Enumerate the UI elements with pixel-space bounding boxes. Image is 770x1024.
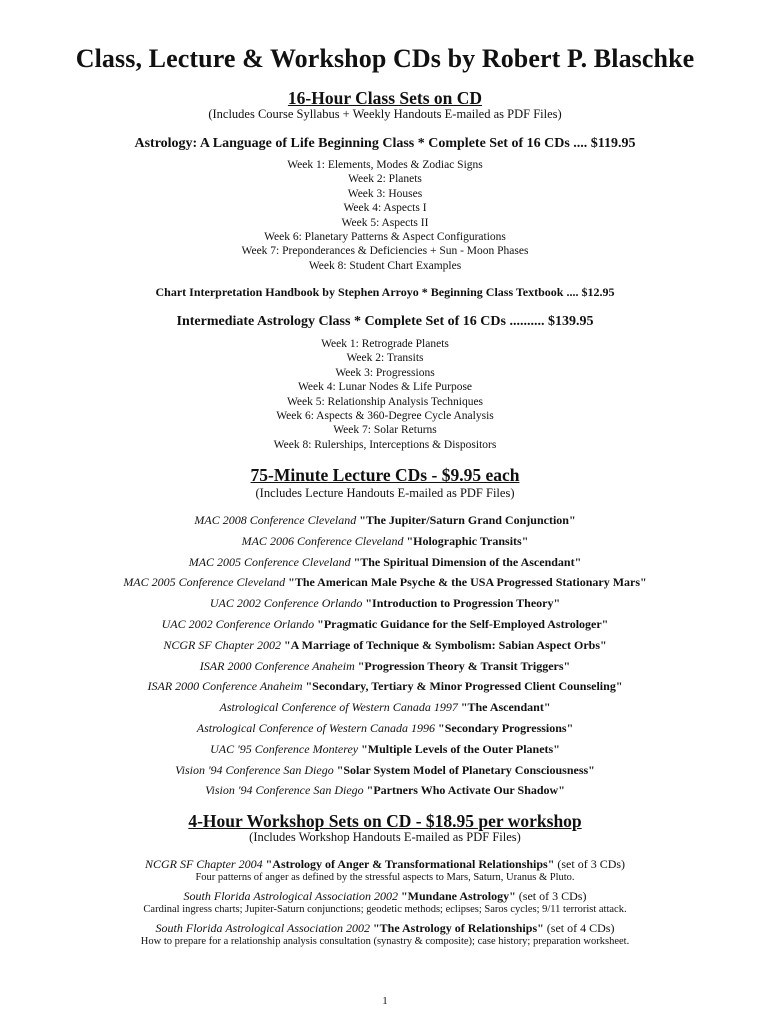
lecture-item bbox=[0, 718, 770, 739]
lecture-item bbox=[0, 676, 770, 697]
lecture-item bbox=[0, 510, 770, 531]
lecture-venue: ISAR 2000 Conference Anaheim bbox=[147, 679, 303, 694]
lecture-venue: Vision '94 Conference San Diego bbox=[175, 762, 334, 777]
workshop-title: "Astrology of Anger & Transformational Relationships" bbox=[265, 857, 555, 871]
lecture-title: "Holographic Transits" bbox=[406, 533, 529, 548]
workshop-description: How to prepare for a relationship analysis consultation (synastry & composite); case history; preparation worksheet. bbox=[140, 936, 630, 947]
week-item: Week 2: Transits bbox=[346, 352, 424, 365]
lecture-title: "The Spiritual Dimension of the Ascendant" bbox=[353, 554, 582, 569]
week-item: Week 6: Aspects & 360-Degree Cycle Analysis bbox=[276, 410, 494, 423]
week-item: Week 2: Planets bbox=[348, 173, 422, 186]
lecture-item bbox=[0, 635, 770, 656]
workshop-cd-count: (set of 3 CDs) bbox=[557, 857, 626, 871]
textbook-line: Chart Interpretation Handbook by Stephen Arroyo * Beginning Class Textbook .... $12.95 bbox=[155, 285, 615, 299]
lecture-venue: UAC 2002 Conference Orlando bbox=[161, 616, 315, 631]
lecture-title: "Solar System Model of Planetary Consciousness" bbox=[336, 762, 595, 777]
lecture-title: "Progression Theory & Transit Triggers" bbox=[357, 658, 571, 673]
workshops-note: (Includes Workshop Handouts E-mailed as PDF Files) bbox=[249, 830, 521, 844]
page-number: 1 bbox=[382, 995, 388, 1007]
lecture-item bbox=[0, 552, 770, 573]
workshop-item bbox=[0, 857, 770, 883]
week-item: Week 8: Rulerships, Interceptions & Dispositors bbox=[273, 438, 497, 451]
lecture-item bbox=[0, 760, 770, 781]
lecture-venue: ISAR 2000 Conference Anaheim bbox=[199, 658, 355, 673]
workshop-description: Cardinal ingress charts; Jupiter-Saturn conjunctions; geodetic methods; eclipses; Saros cycles; 9/11 terrorist attack. bbox=[143, 904, 627, 915]
week-item: Week 4: Aspects I bbox=[343, 202, 427, 215]
lecture-item bbox=[0, 614, 770, 635]
lecture-venue: MAC 2005 Conference Cleveland bbox=[123, 575, 286, 590]
lecture-venue: UAC 2002 Conference Orlando bbox=[209, 596, 363, 611]
week-item: Week 5: Relationship Analysis Techniques bbox=[286, 395, 484, 408]
class-sets-note: (Includes Course Syllabus + Weekly Handouts E-mailed as PDF Files) bbox=[208, 107, 562, 121]
workshop-item bbox=[0, 921, 770, 947]
week-item: Week 5: Aspects II bbox=[341, 216, 429, 229]
workshop-venue: South Florida Astrological Association 2002 bbox=[155, 921, 370, 935]
week-item: Week 6: Planetary Patterns & Aspect Configurations bbox=[264, 231, 506, 244]
week-item: Week 3: Progressions bbox=[335, 366, 435, 379]
lecture-item bbox=[0, 593, 770, 614]
intermediate-class-weeks bbox=[0, 337, 770, 452]
lecture-venue: MAC 2008 Conference Cleveland bbox=[194, 513, 357, 527]
lecture-title: "The Jupiter/Saturn Grand Conjunction" bbox=[359, 513, 576, 527]
lecture-item bbox=[0, 531, 770, 552]
lectures-note: (Includes Lecture Handouts E-mailed as PDF Files) bbox=[255, 486, 515, 500]
workshop-description: Four patterns of anger as defined by the stressful aspects to Mars, Saturn, Uranus & Pluto. bbox=[195, 872, 575, 883]
week-item: Week 8: Student Chart Examples bbox=[308, 259, 462, 272]
lecture-list bbox=[0, 510, 770, 801]
class-sets-heading: 16-Hour Class Sets on CD bbox=[287, 88, 483, 108]
lecture-venue: MAC 2005 Conference Cleveland bbox=[188, 554, 351, 569]
beginning-class-weeks bbox=[0, 158, 770, 273]
lecture-venue: Astrological Conference of Western Canada 1996 bbox=[196, 720, 436, 735]
workshop-venue: South Florida Astrological Association 2002 bbox=[183, 889, 398, 903]
lecture-title: "The Ascendant" bbox=[460, 700, 551, 715]
lectures-heading: 75-Minute Lecture CDs - $9.95 each bbox=[250, 465, 520, 485]
week-item: Week 7: Preponderances & Deficiencies + Sun - Moon Phases bbox=[241, 245, 529, 258]
lecture-title: "A Marriage of Technique & Symbolism: Sabian Aspect Orbs" bbox=[283, 637, 607, 652]
week-item: Week 3: Houses bbox=[347, 187, 423, 200]
workshop-list bbox=[0, 857, 770, 953]
week-item: Week 1: Retrograde Planets bbox=[321, 338, 449, 350]
lecture-title: "The American Male Psyche & the USA Progressed Stationary Mars" bbox=[288, 575, 647, 590]
lecture-title: "Multiple Levels of the Outer Planets" bbox=[361, 741, 560, 756]
lecture-venue: NCGR SF Chapter 2002 bbox=[163, 637, 281, 652]
week-item: Week 7: Solar Returns bbox=[333, 424, 437, 437]
lecture-title: "Secondary, Tertiary & Minor Progressed Client Counseling" bbox=[305, 679, 623, 694]
lecture-item bbox=[0, 656, 770, 677]
lecture-venue: UAC '95 Conference Monterey bbox=[210, 741, 359, 756]
workshop-item bbox=[0, 889, 770, 915]
lecture-venue: Astrological Conference of Western Canada 1997 bbox=[219, 700, 458, 715]
intermediate-class-title: Intermediate Astrology Class * Complete Set of 16 CDs .......... $139.95 bbox=[176, 314, 594, 329]
lecture-title: "Introduction to Progression Theory" bbox=[365, 596, 561, 611]
lecture-item bbox=[0, 572, 770, 593]
beginning-class-title: Astrology: A Language of Life Beginning Class * Complete Set of 16 CDs .... $119.95 bbox=[134, 136, 636, 151]
lecture-item bbox=[0, 739, 770, 760]
week-item: Week 4: Lunar Nodes & Life Purpose bbox=[297, 381, 473, 394]
workshop-venue: NCGR SF Chapter 2004 bbox=[144, 857, 263, 871]
week-item: Week 1: Elements, Modes & Zodiac Signs bbox=[287, 159, 483, 171]
workshops-heading: 4-Hour Workshop Sets on CD - $18.95 per workshop bbox=[188, 811, 582, 831]
workshop-cd-count: (set of 4 CDs) bbox=[546, 921, 615, 935]
lecture-item bbox=[0, 780, 770, 801]
lecture-item bbox=[0, 697, 770, 718]
workshop-cd-count: (set of 3 CDs) bbox=[518, 889, 587, 903]
lecture-venue: MAC 2006 Conference Cleveland bbox=[241, 533, 404, 548]
lecture-title: "Pragmatic Guidance for the Self-Employed Astrologer" bbox=[317, 616, 609, 631]
page-title: Class, Lecture & Workshop CDs by Robert P. Blaschke bbox=[75, 44, 695, 73]
lecture-title: "Partners Who Activate Our Shadow" bbox=[366, 783, 565, 798]
lecture-title: "Secondary Progressions" bbox=[438, 720, 574, 735]
lecture-venue: Vision '94 Conference San Diego bbox=[205, 783, 364, 798]
workshop-title: "The Astrology of Relationships" bbox=[372, 921, 544, 935]
workshop-title: "Mundane Astrology" bbox=[400, 889, 516, 903]
